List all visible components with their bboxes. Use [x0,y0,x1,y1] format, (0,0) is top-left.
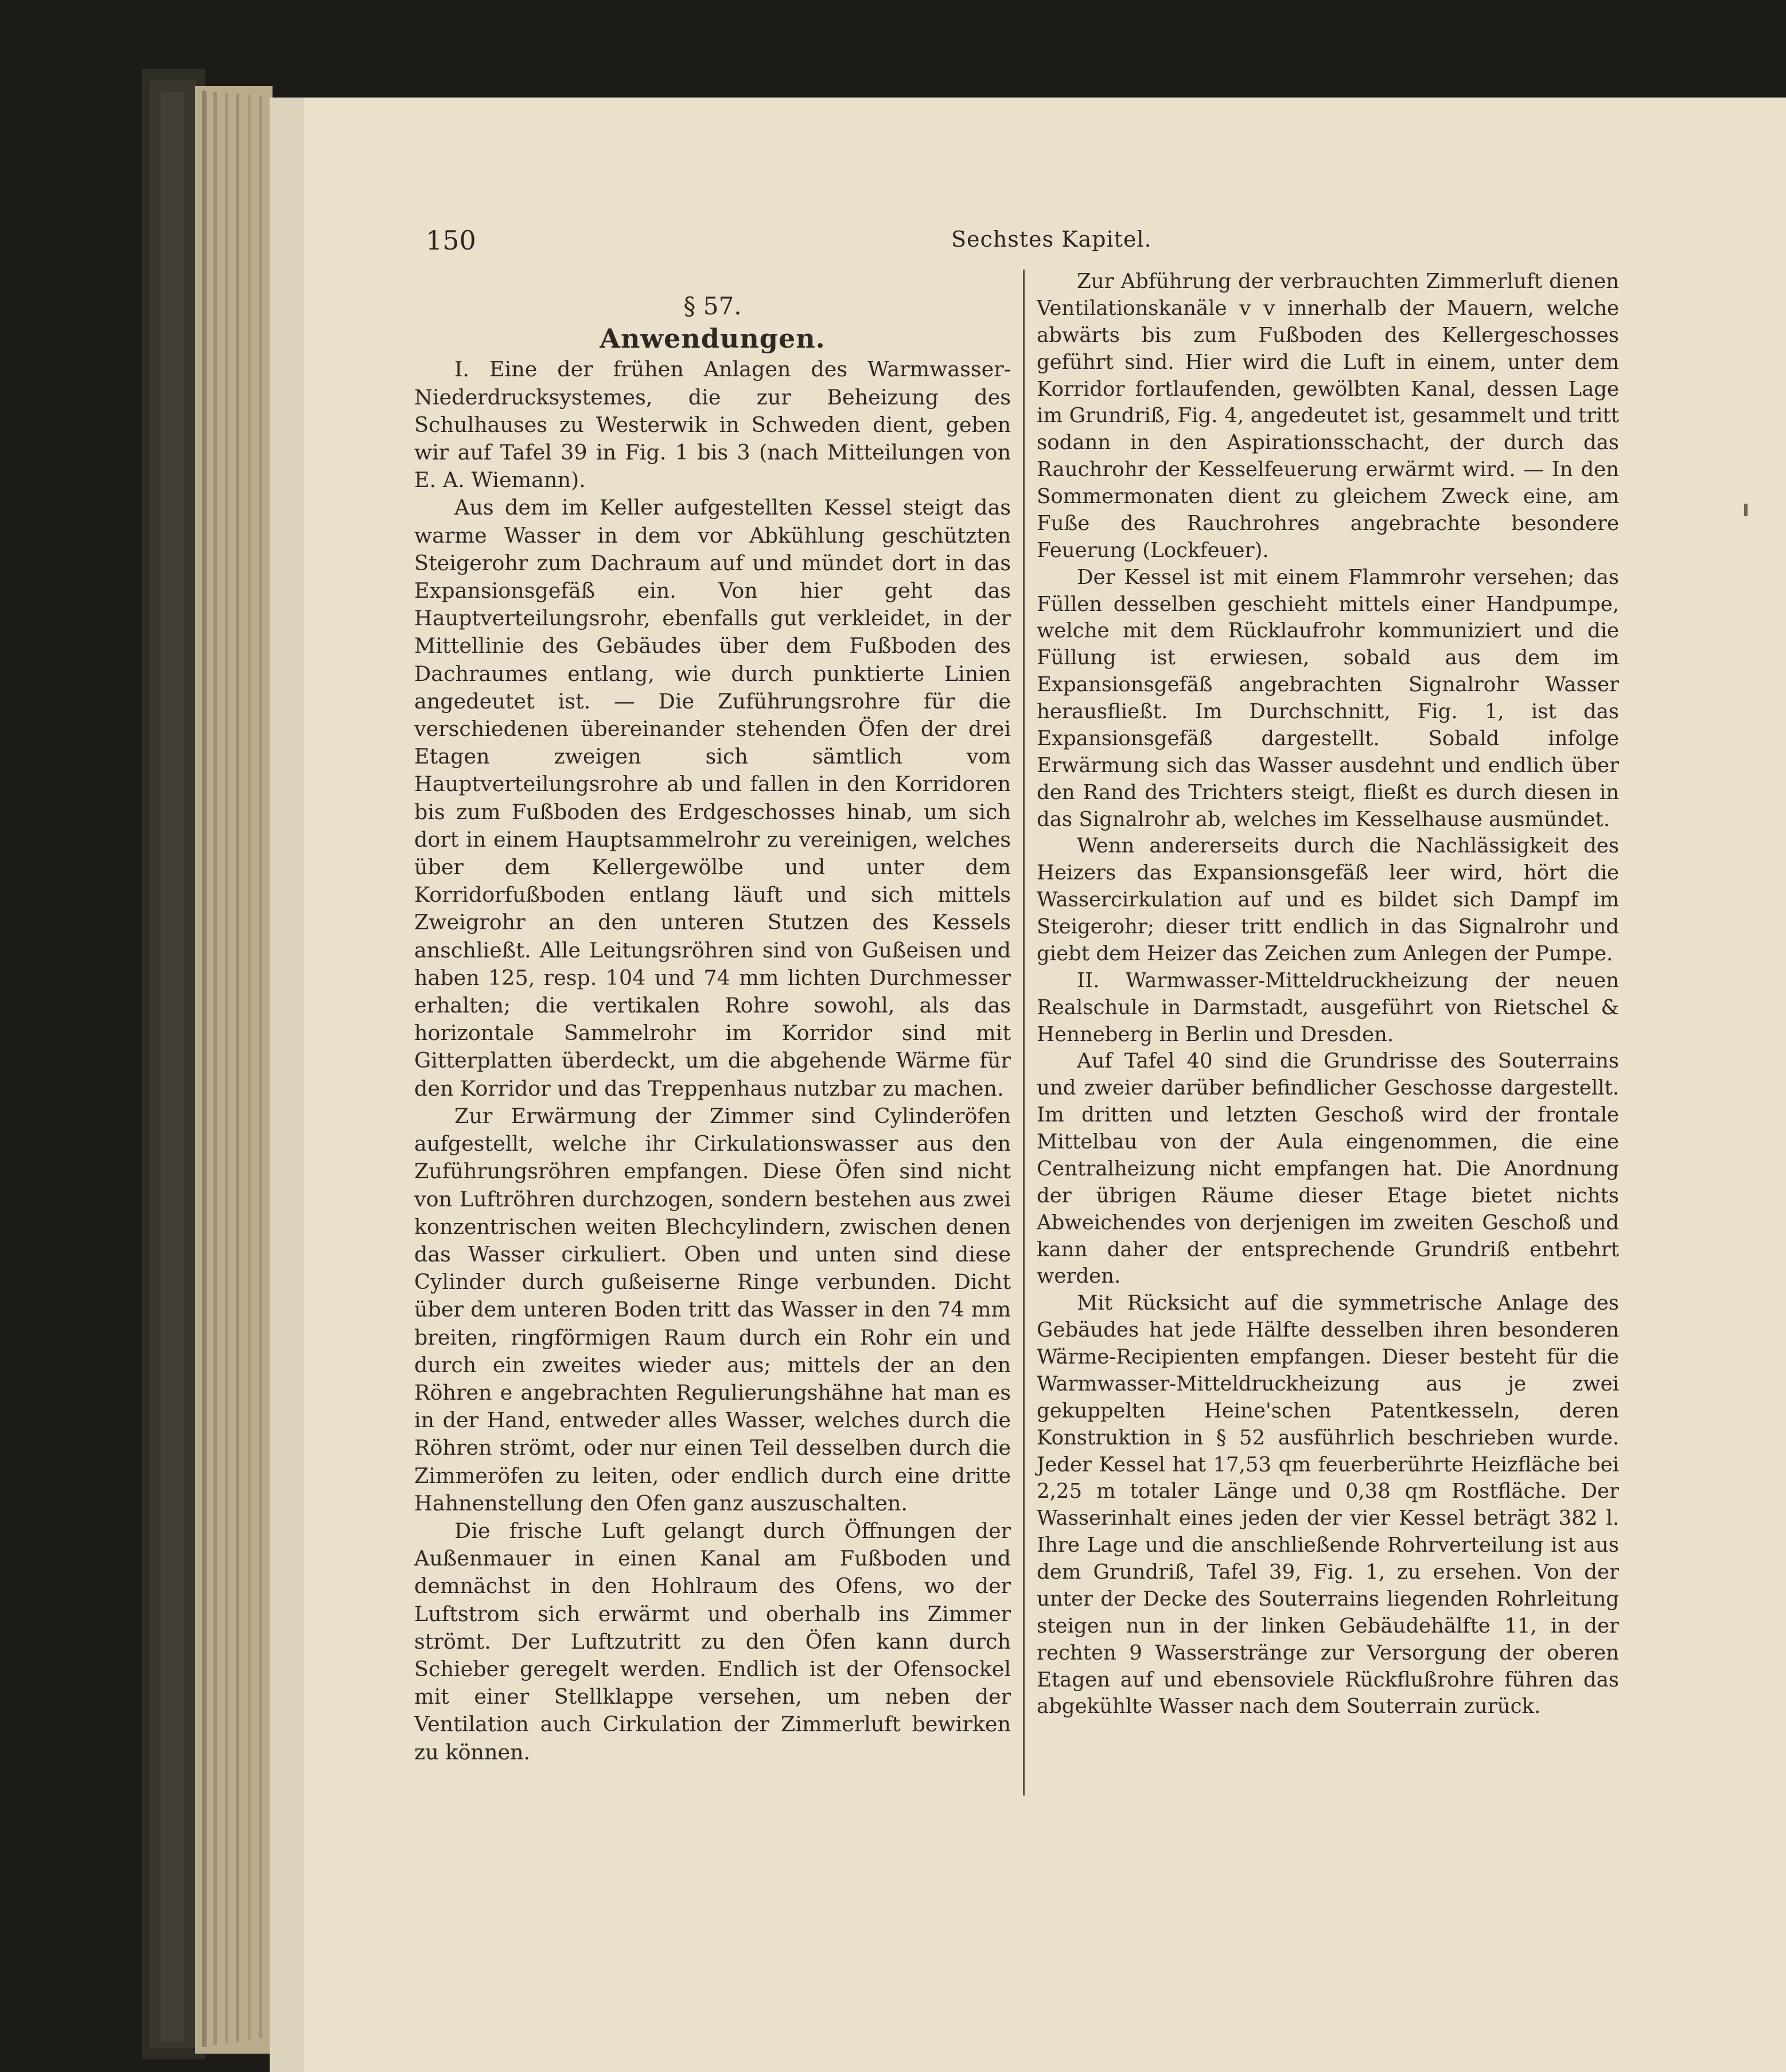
column-rule [1023,270,1025,1796]
section-title: Anwendungen. [600,323,826,355]
paragraph: Mit Rücksicht auf die symmetrische Anlage des Gebäudes hat jede Hälfte desselben ihren besonderen Wärme-Recipienten empfangen. Dieser besteht für die Warmwasser-Mitteldruckheizung aus je zwei gekuppelten Heine'schen Patentkesseln, deren Konstruktion in § 52 ausführlich beschrieben wurde. Jeder Kessel hat 17,53 qm feuerberührte Heizfläche bei 2,25 m totaler Länge und 0,38 qm Rostfläche. Der Wasserinhalt eines jeden der vier Kessel beträgt 382 l. Ihre Lage und die anschließende Rohrverteilung ist aus dem Grundriß, Tafel 39, Fig. 1, zu ersehen. Von der unter der Decke des Souterrains liegenden Rohrleitung steigen nun in der linken Gebäudehälfte 11, in der rechten 9 Wasserstränge zur Versorgung der oberen Etagen auf und ebensoviele Rückflußrohre führen das abgekühlte Wasser nach dem Souterrain zurück. [1037,1291,1619,1719]
right-column [1037,268,1619,1720]
paragraph: Aus dem im Keller aufgestellten Kessel steigt das warme Wasser in dem vor Abkühlung geschützten Steigerohr zum Dachraum auf und mündet dort in das Expansionsgefäß ein. Von hier geht das Hauptverteilungsrohr, ebenfalls gut verkleidet, in der Mittellinie des Gebäudes über dem Fußboden des Dachraumes entlang, wie durch punktierte Linien angedeutet ist. — Die Zuführungsrohre für die verschiedenen übereinander stehenden Öfen der drei Etagen zweigen sich sämtlich vom Hauptverteilungsrohre ab und fallen in den Korridoren bis zum Fußboden des Erdgeschosses hinab, um sich dort in einem Hauptsammelrohr zu vereinigen, welches über dem Kellergewölbe und unter dem Korridorfußboden entlang läuft und sich mittels Zweigrohr an den unteren Stutzen des Kessels anschließt. Alle Leitungsröhren sind von Gußeisen und haben 125, resp. 104 und 74 mm lichten Durchmesser erhalten; die vertikalen Rohre sowohl, als das horizontale Sammelrohr im Korridor sind mit Gitterplatten überdeckt, um die abgehende Wärme für den Korridor und das Treppenhaus nutzbar zu machen. [414,495,1011,1101]
paragraph: Auf Tafel 40 sind die Grundrisse des Souterrains und zweier darüber befindlicher Geschosse dargestellt. Im dritten und letzten Geschoß wird der frontale Mittelbau von der Aula eingenommen, die eine Centralheizung nicht empfangen hat. Die Anordnung der übrigen Räume dieser Etage bietet nichts Abweichendes von derjenigen im zweiten Geschoß und kann daher der entsprechende Grundriß entbehrt werden. [1037,1049,1619,1288]
paragraph: Wenn andererseits durch die Nachlässigkeit des Heizers das Expansionsgefäß leer wird, hört die Wassercirkulation auf und es bildet sich Dampf im Steigerohr; dieser tritt endlich in das Signalrohr und giebt dem Heizer das Zeichen zum Anlegen der Pumpe. [1037,834,1619,965]
section-number: § 57. [683,292,742,320]
paragraph: Zur Abführung der verbrauchten Zimmerluft dienen Ventilationskanäle v v innerhalb der Mauern, welche abwärts bis zum Fußboden des Kellergeschosses geführt sind. Hier wird die Luft in einem, unter dem Korridor fortlaufenden, gewölbten Kanal, dessen Lage im Grundriß, Fig. 4, angedeutet ist, gesammelt und tritt sodann in den Aspirationsschacht, der durch das Rauchrohr der Kesselfeuerung erwärmt wird. — In den Sommermonaten dient zu gleichem Zweck eine, am Fuße des Rauchrohres angebrachte besondere Feuerung (Lockfeuer). [1037,270,1619,562]
running-head: Sechstes Kapitel. [951,227,1152,252]
paragraph: I. Eine der frühen Anlagen des Warmwasser-Niederdrucksystemes, die zur Beheizung des Schulhauses zu Westerwik in Schweden dient, geben wir auf Tafel 39 in Fig. 1 bis 3 (nach Mitteilungen von E. A. Wiemann). [414,357,1011,493]
paragraph: II. Warmwasser-Mitteldruckheizung der neuen Realschule in Darmstadt, ausgeführt von Rietschel & Henneberg in Berlin und Dresden. [1037,968,1619,1046]
page-number: 150 [426,225,476,256]
left-column [414,293,1011,1766]
paragraph: Zur Erwärmung der Zimmer sind Cylinderöfen aufgestellt, welche ihr Cirkulationswasser aus den Zuführungsröhren empfangen. Diese Öfen sind nicht von Luftröhren durchzogen, sondern bestehen aus zwei konzentrischen weiten Blechcylindern, zwischen denen das Wasser cirkuliert. Oben und unten sind diese Cylinder durch gußeiserne Ringe verbunden. Dicht über dem unteren Boden tritt das Wasser in den 74 mm breiten, ringförmigen Raum durch ein Rohr ein und durch ein zweites wieder aus; mittels der an den Röhren e angebrachten Regulierungshähne hat man es in der Hand, entweder alles Wasser, welches durch die Röhren strömt, oder nur einen Teil desselben durch die Zimmeröfen zu leiten, oder endlich durch eine dritte Hahnenstellung den Ofen ganz auszuschalten. [414,1103,1011,1516]
paragraph: Die frische Luft gelangt durch Öffnungen der Außenmauer in einen Kanal am Fußboden und demnächst in den Hohlraum des Ofens, wo der Luftstrom sich erwärmt und oberhalb ins Zimmer strömt. Der Luftzutritt zu den Öfen kann durch Schieber geregelt werden. Endlich ist der Ofensockel mit einer Stellklappe versehen, um neben der Ventilation auch Cirkulation der Zimmerluft bewirken zu können. [414,1518,1011,1765]
paragraph: Der Kessel ist mit einem Flammrohr versehen; das Füllen desselben geschieht mittels einer Handpumpe, welche mit dem Rücklaufrohr kommuniziert und die Füllung ist erwiesen, sobald aus dem im Expansionsgefäß angebrachten Signalrohr Wasser herausfließt. Im Durchschnitt, Fig. 1, ist das Expansionsgefäß dargestellt. Sobald infolge Erwärmung sich das Wasser ausdehnt und endlich über den Rand des Trichters steigt, fließt es durch diesen in das Signalrohr ab, welches im Kesselhause ausmündet. [1037,565,1619,831]
